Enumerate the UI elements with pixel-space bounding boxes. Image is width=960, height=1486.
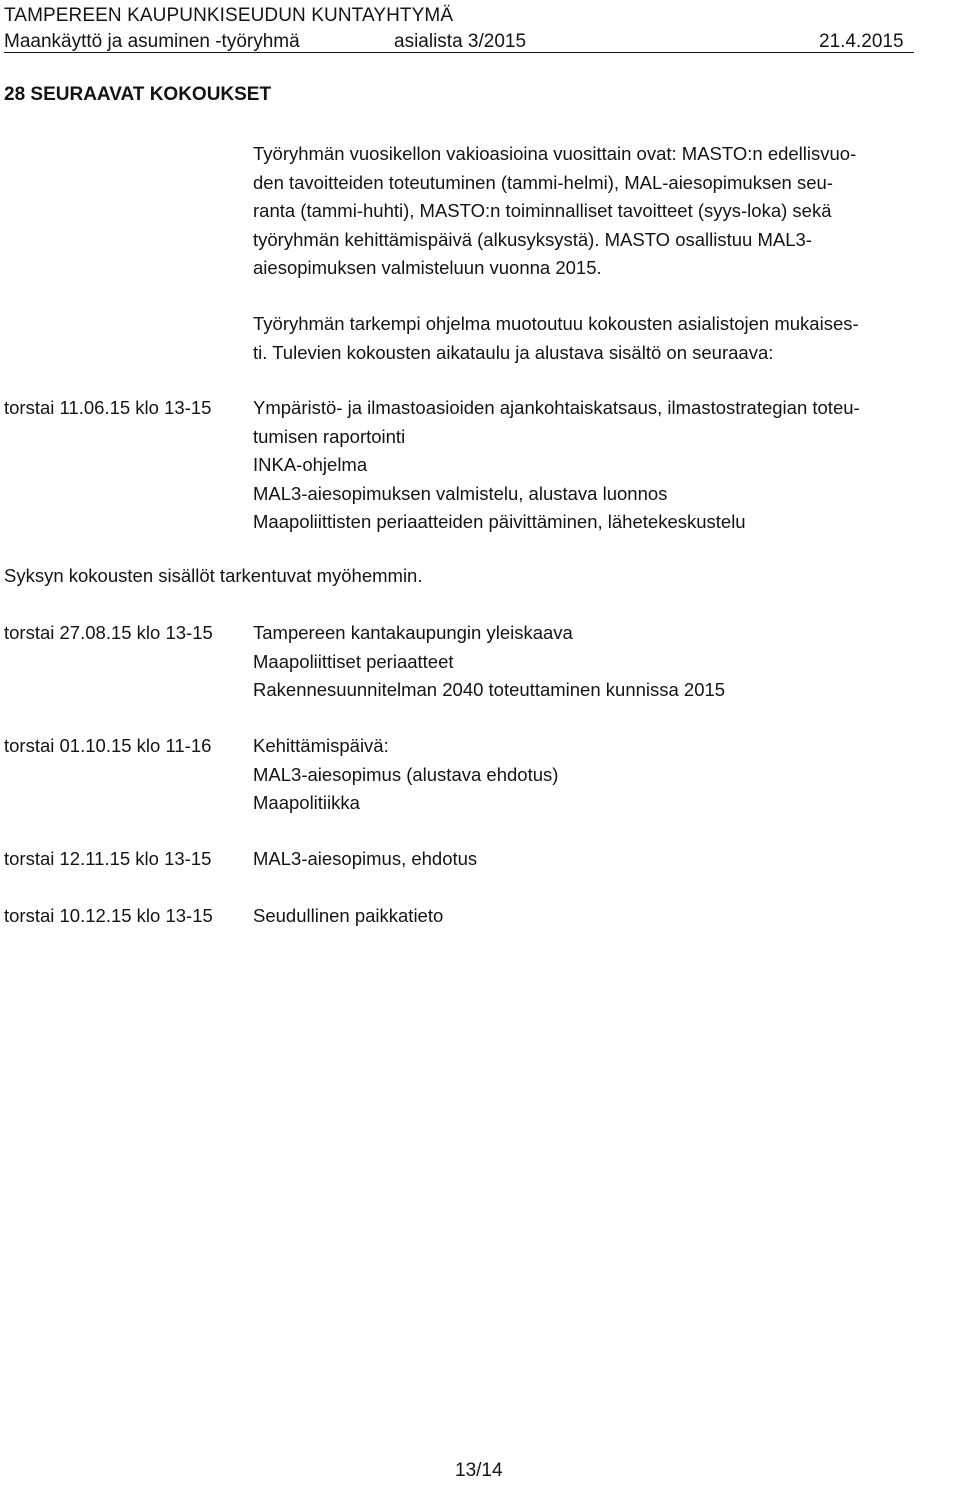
header-divider — [4, 52, 914, 53]
autumn-note: Syksyn kokousten sisällöt tarkentuvat myöhemmin. — [4, 565, 423, 586]
meeting-date: torstai 27.08.15 klo 13-15 — [4, 622, 213, 643]
meeting-date: torstai 01.10.15 klo 11-16 — [4, 735, 212, 756]
meeting-topics — [253, 394, 860, 537]
meeting-date: torstai 10.12.15 klo 13-15 — [4, 905, 213, 926]
meeting-date: torstai 11.06.15 klo 13-15 — [4, 397, 212, 418]
intro-paragraph-1 — [253, 140, 953, 283]
meeting-topics — [253, 732, 558, 818]
section-title: 28 SEURAAVAT KOKOUKSET — [4, 84, 272, 105]
meeting-topics — [253, 902, 443, 931]
meeting-topic: MAL3-aiesopimus, ehdotus — [253, 848, 478, 869]
meeting-topics — [253, 845, 477, 874]
meeting-topic: INKA-ohjelma — [253, 454, 368, 475]
text-line: Työryhmän vuosikellon vakioasioina vuosittain ovat: MASTO:n edellisvuo- — [253, 143, 857, 164]
page-number: 13/14 — [455, 1460, 503, 1481]
meeting-topic: tumisen raportointi — [253, 425, 406, 447]
intro-paragraph-2 — [253, 310, 953, 367]
text-line: ranta (tammi-huhti), MASTO:n toiminnalliset tavoitteet (syys-loka) sekä — [253, 200, 832, 221]
meeting-topic: Ympäristö- ja ilmastoasioiden ajankohtaiskatsaus, ilmastostrategian toteu- — [253, 397, 860, 418]
meeting-topic: Tampereen kantakaupungin yleiskaava — [253, 622, 573, 643]
document-date: 21.4.2015 — [819, 31, 904, 52]
meeting-topic: Seudullinen paikkatieto — [253, 905, 444, 926]
text-line: Työryhmän tarkempi ohjelma muotoutuu kokousten asialistojen mukaises- — [253, 313, 859, 334]
meeting-topic: Maapolitiikka — [253, 792, 360, 813]
meeting-topic: Maapoliittiset periaatteet — [253, 650, 454, 672]
meeting-topic: MAL3-aiesopimuksen valmistelu, alustava luonnos — [253, 482, 668, 504]
text-line: ti. Tulevien kokousten aikataulu ja alustava sisältö on seuraava: — [253, 341, 774, 363]
text-line: työryhmän kehittämispäivä (alkusyksystä). MASTO osallistuu MAL3- — [253, 228, 812, 250]
meeting-topic: MAL3-aiesopimus (alustava ehdotus) — [253, 763, 559, 785]
meeting-topic: Rakennesuunnitelman 2040 toteuttaminen kunnissa 2015 — [253, 679, 726, 700]
working-group-name: Maankäyttö ja asuminen -työryhmä — [4, 31, 300, 52]
text-line: aiesopimuksen valmisteluun vuonna 2015. — [253, 257, 602, 278]
agenda-number: asialista 3/2015 — [394, 31, 527, 52]
meeting-topic: Kehittämispäivä: — [253, 735, 389, 756]
meeting-date: torstai 12.11.15 klo 13-15 — [4, 848, 212, 869]
organization-name: TAMPEREEN KAUPUNKISEUDUN KUNTAYHTYMÄ — [4, 5, 454, 26]
meeting-topic: Maapoliittisten periaatteiden päivittäminen, lähetekeskustelu — [253, 511, 746, 532]
text-line: den tavoitteiden toteutuminen (tammi-helmi), MAL-aiesopimuksen seu- — [253, 171, 833, 193]
meeting-topics — [253, 619, 725, 705]
